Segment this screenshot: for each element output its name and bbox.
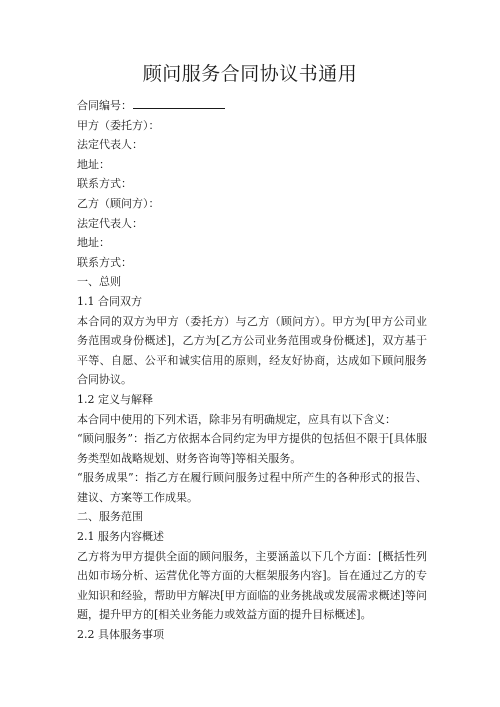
section-1-2-intro: 本合同中使用的下列术语，除非另有明确规定，应具有以下含义： (77, 412, 396, 426)
section-2-1-paragraph: 乙方将为甲方提供全面的顾问服务，主要涵盖以下几个方面：[概括性列出如市场分析、运营优化等方面的大框架服务内容]。旨在通过乙方的专业知识和经验，帮助甲方解决[甲方面临的业务挑战或发展需求概述]等问题，提升甲方的[相关业务能力或效益方面的提升目标概述]。 (77, 549, 427, 622)
contract-number-blank (133, 96, 225, 109)
document-body (77, 96, 427, 645)
party-a-line: 甲方（委托方）： (77, 118, 160, 132)
party-b-representative: 法定代表人： (77, 216, 143, 230)
definition-consulting-service: “顾问服务”：指乙方依据本合同约定为甲方提供的包括但不限于[具体服务类型如战略规划、财务咨询等]等相关服务。 (77, 432, 427, 465)
section-2-heading: 二、服务范围 (77, 510, 143, 524)
party-a-address: 地址： (77, 157, 110, 171)
party-a-contact: 联系方式： (77, 177, 132, 191)
definition-service-results: “服务成果”：指乙方在履行顾问服务过程中所产生的各种形式的报告、建议、方案等工作成果。 (77, 471, 427, 504)
party-b-line: 乙方（顾问方）： (77, 196, 160, 210)
contract-number-label: 合同编号： (77, 99, 132, 112)
party-b-contact: 联系方式： (77, 255, 132, 269)
contract-number-line (77, 96, 427, 116)
party-a-representative: 法定代表人： (77, 138, 143, 152)
section-1-1-paragraph: 本合同的双方为甲方（委托方）与乙方（顾问方）。甲方为[甲方公司业务范围或身份概述]，乙方为[乙方公司业务范围或身份概述]，双方基于平等、自愿、公平和诚实信用的原则，经友好协商，达成如下顾问服务合同协议。 (77, 314, 427, 387)
section-1-heading: 一、总则 (77, 275, 121, 289)
section-2-1-heading: 2.1 服务内容概述 (77, 530, 164, 544)
party-b-address: 地址： (77, 236, 110, 250)
section-1-2-heading: 1.2 定义与解释 (77, 392, 153, 406)
section-2-2-heading: 2.2 具体服务事项 (77, 628, 164, 642)
document-title: 顾问服务合同协议书通用 (142, 63, 358, 85)
section-1-1-heading: 1.1 合同双方 (77, 294, 142, 308)
